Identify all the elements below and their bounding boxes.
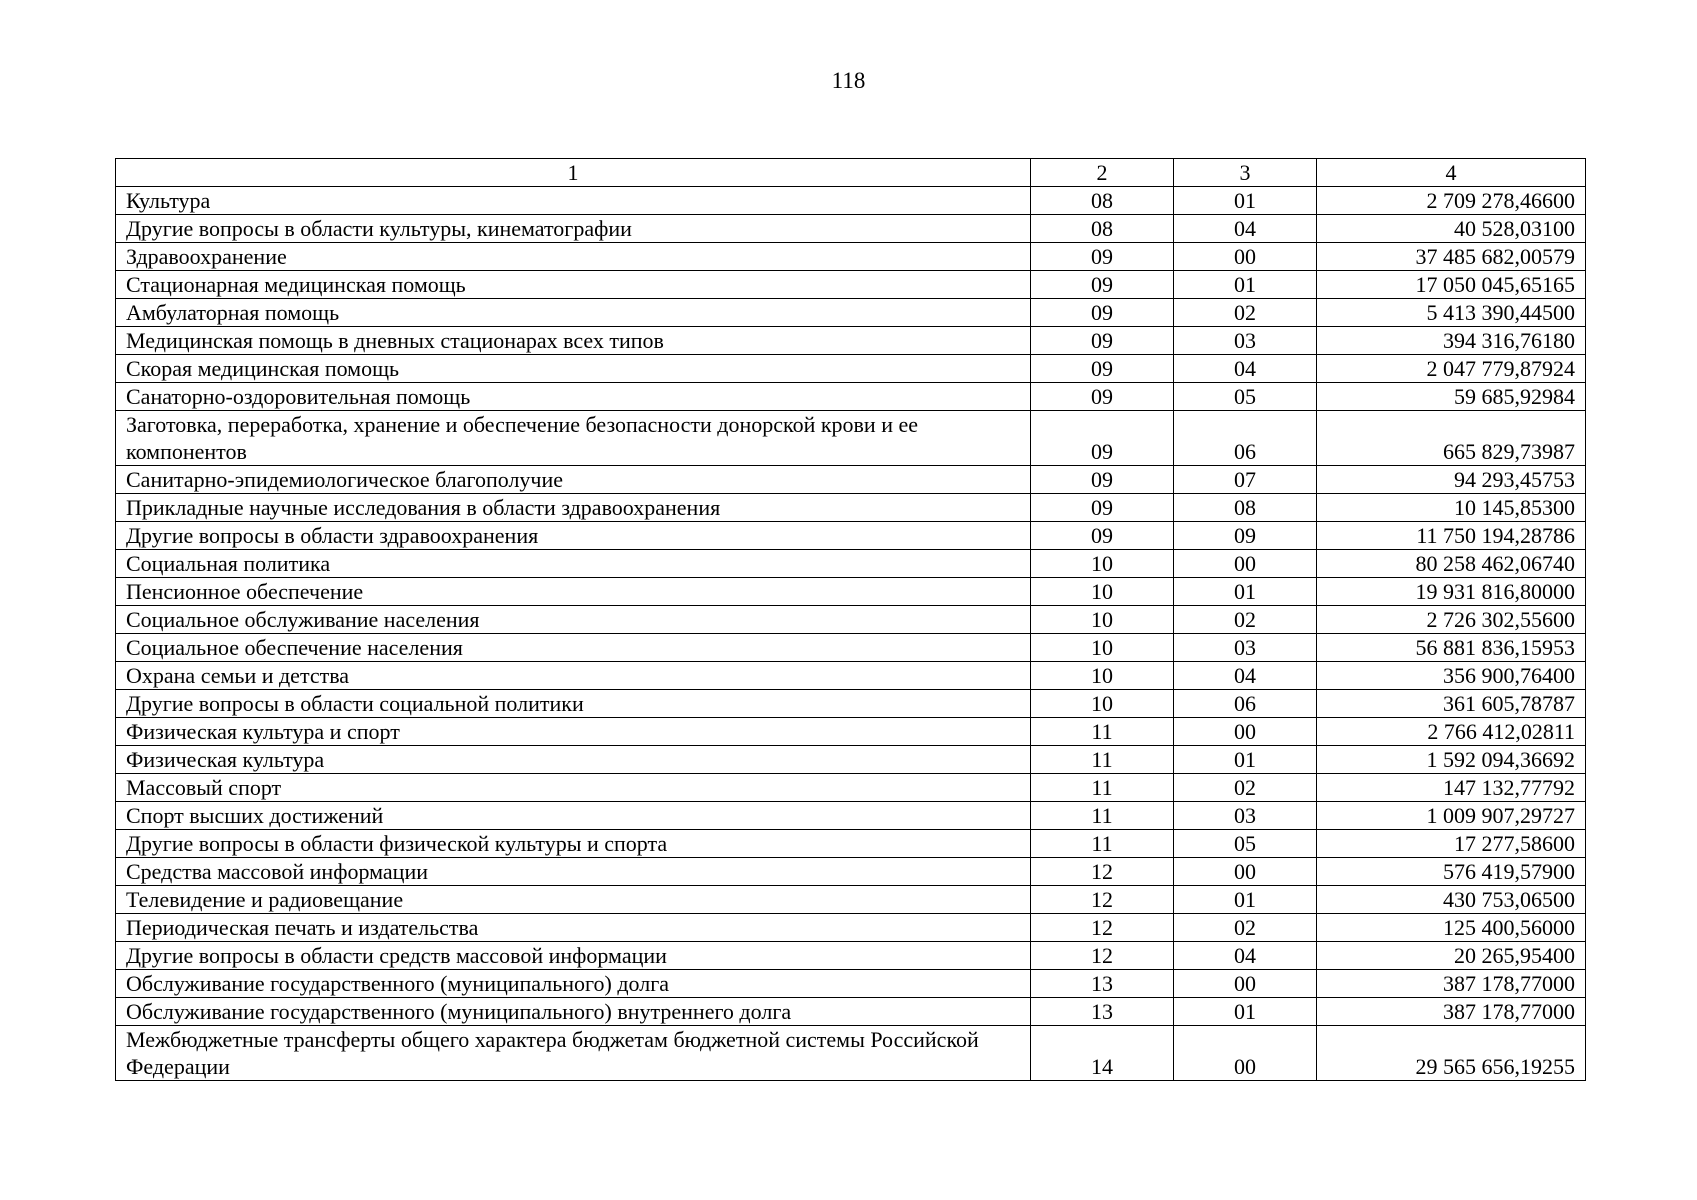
row-subsection-cell: 00 [1174,970,1317,998]
row-amount-cell: 356 900,76400 [1317,662,1586,690]
row-name-cell: Другие вопросы в области здравоохранения [116,522,1031,550]
row-name-cell: Физическая культура [116,746,1031,774]
row-name-cell: Охрана семьи и детства [116,662,1031,690]
row-amount-cell: 430 753,06500 [1317,886,1586,914]
row-amount-cell: 1 009 907,29727 [1317,802,1586,830]
table-row [116,187,1586,215]
row-subsection-cell: 03 [1174,802,1317,830]
table-row [116,299,1586,327]
row-section-cell: 09 [1031,271,1174,299]
row-name-cell: Прикладные научные исследования в области здравоохранения [116,494,1031,522]
table-row [116,858,1586,886]
budget-table [115,158,1586,1081]
row-subsection-cell: 01 [1174,271,1317,299]
row-section-cell: 09 [1031,522,1174,550]
row-amount-cell: 361 605,78787 [1317,690,1586,718]
row-section-cell: 10 [1031,550,1174,578]
table-body [116,187,1586,1081]
row-amount-cell: 2 709 278,46600 [1317,187,1586,215]
row-amount-cell: 11 750 194,28786 [1317,522,1586,550]
row-subsection-cell: 01 [1174,886,1317,914]
row-name-cell: Обслуживание государственного (муниципального) внутреннего долга [116,998,1031,1026]
table-row [116,243,1586,271]
table-row [116,606,1586,634]
row-section-cell: 10 [1031,634,1174,662]
row-subsection-cell: 02 [1174,606,1317,634]
row-name-cell: Стационарная медицинская помощь [116,271,1031,299]
row-amount-cell: 576 419,57900 [1317,858,1586,886]
table-row [116,1026,1586,1081]
row-amount-cell: 394 316,76180 [1317,327,1586,355]
row-amount-cell: 10 145,85300 [1317,494,1586,522]
table-header-row [116,159,1586,187]
row-subsection-cell: 01 [1174,578,1317,606]
row-name-cell: Скорая медицинская помощь [116,355,1031,383]
row-name-cell: Здравоохранение [116,243,1031,271]
table-row [116,466,1586,494]
row-subsection-cell: 05 [1174,383,1317,411]
table-row [116,914,1586,942]
row-section-cell: 09 [1031,243,1174,271]
row-section-cell: 12 [1031,886,1174,914]
row-subsection-cell: 00 [1174,1026,1317,1081]
table-row [116,327,1586,355]
row-amount-cell: 29 565 656,19255 [1317,1026,1586,1081]
row-amount-cell: 387 178,77000 [1317,970,1586,998]
row-name-cell: Спорт высших достижений [116,802,1031,830]
row-section-cell: 14 [1031,1026,1174,1081]
table-row [116,942,1586,970]
row-section-cell: 09 [1031,299,1174,327]
row-name-cell: Межбюджетные трансферты общего характера бюджетам бюджетной системы Российской Федерации [116,1026,1031,1081]
row-subsection-cell: 06 [1174,690,1317,718]
row-subsection-cell: 00 [1174,858,1317,886]
table-row [116,830,1586,858]
row-amount-cell: 56 881 836,15953 [1317,634,1586,662]
table-row [116,998,1586,1026]
table-row [116,774,1586,802]
row-amount-cell: 2 726 302,55600 [1317,606,1586,634]
row-amount-cell: 17 050 045,65165 [1317,271,1586,299]
row-name-cell: Телевидение и радиовещание [116,886,1031,914]
row-subsection-cell: 01 [1174,746,1317,774]
row-subsection-cell: 08 [1174,494,1317,522]
row-section-cell: 11 [1031,802,1174,830]
row-subsection-cell: 06 [1174,411,1317,466]
row-section-cell: 10 [1031,606,1174,634]
row-amount-cell: 665 829,73987 [1317,411,1586,466]
column-header-1: 1 [116,159,1031,187]
row-subsection-cell: 05 [1174,830,1317,858]
row-section-cell: 12 [1031,942,1174,970]
row-name-cell: Массовый спорт [116,774,1031,802]
row-subsection-cell: 01 [1174,187,1317,215]
row-amount-cell: 125 400,56000 [1317,914,1586,942]
table-row [116,271,1586,299]
row-amount-cell: 387 178,77000 [1317,998,1586,1026]
row-amount-cell: 1 592 094,36692 [1317,746,1586,774]
row-amount-cell: 20 265,95400 [1317,942,1586,970]
row-name-cell: Физическая культура и спорт [116,718,1031,746]
table-row [116,746,1586,774]
row-name-cell: Периодическая печать и издательства [116,914,1031,942]
row-subsection-cell: 03 [1174,634,1317,662]
row-subsection-cell: 00 [1174,718,1317,746]
row-amount-cell: 5 413 390,44500 [1317,299,1586,327]
row-subsection-cell: 04 [1174,355,1317,383]
table-row [116,970,1586,998]
table-row [116,550,1586,578]
table-row [116,522,1586,550]
row-subsection-cell: 04 [1174,215,1317,243]
row-subsection-cell: 04 [1174,942,1317,970]
table-row [116,494,1586,522]
row-section-cell: 08 [1031,187,1174,215]
row-amount-cell: 59 685,92984 [1317,383,1586,411]
table-row [116,634,1586,662]
row-name-cell: Другие вопросы в области средств массовой информации [116,942,1031,970]
table-row [116,802,1586,830]
row-amount-cell: 40 528,03100 [1317,215,1586,243]
row-amount-cell: 2 047 779,87924 [1317,355,1586,383]
row-name-cell: Социальное обеспечение населения [116,634,1031,662]
table-row [116,886,1586,914]
row-section-cell: 10 [1031,662,1174,690]
row-section-cell: 09 [1031,355,1174,383]
table-row [116,383,1586,411]
table-row [116,411,1586,466]
row-section-cell: 11 [1031,830,1174,858]
table-row [116,578,1586,606]
row-section-cell: 10 [1031,578,1174,606]
row-subsection-cell: 07 [1174,466,1317,494]
page-number: 118 [831,68,866,93]
row-name-cell: Амбулаторная помощь [116,299,1031,327]
row-amount-cell: 147 132,77792 [1317,774,1586,802]
column-header-3: 3 [1174,159,1317,187]
row-name-cell: Средства массовой информации [116,858,1031,886]
row-name-cell: Медицинская помощь в дневных стационарах всех типов [116,327,1031,355]
row-subsection-cell: 03 [1174,327,1317,355]
row-name-cell: Заготовка, переработка, хранение и обеспечение безопасности донорской крови и ее компонентов [116,411,1031,466]
column-header-2: 2 [1031,159,1174,187]
row-section-cell: 12 [1031,858,1174,886]
row-section-cell: 11 [1031,746,1174,774]
row-name-cell: Социальная политика [116,550,1031,578]
row-subsection-cell: 02 [1174,774,1317,802]
row-subsection-cell: 00 [1174,243,1317,271]
row-subsection-cell: 01 [1174,998,1317,1026]
table-row [116,355,1586,383]
table-row [116,215,1586,243]
row-section-cell: 09 [1031,494,1174,522]
row-section-cell: 09 [1031,466,1174,494]
row-amount-cell: 94 293,45753 [1317,466,1586,494]
column-header-4: 4 [1317,159,1586,187]
table-row [116,690,1586,718]
row-section-cell: 13 [1031,998,1174,1026]
row-name-cell: Культура [116,187,1031,215]
row-section-cell: 13 [1031,970,1174,998]
row-subsection-cell: 00 [1174,550,1317,578]
row-name-cell: Другие вопросы в области культуры, кинематографии [116,215,1031,243]
row-name-cell: Другие вопросы в области социальной политики [116,690,1031,718]
row-subsection-cell: 02 [1174,299,1317,327]
row-section-cell: 10 [1031,690,1174,718]
row-name-cell: Социальное обслуживание населения [116,606,1031,634]
row-amount-cell: 19 931 816,80000 [1317,578,1586,606]
row-section-cell: 11 [1031,774,1174,802]
row-amount-cell: 17 277,58600 [1317,830,1586,858]
row-name-cell: Санитарно-эпидемиологическое благополучие [116,466,1031,494]
row-name-cell: Другие вопросы в области физической культуры и спорта [116,830,1031,858]
row-amount-cell: 80 258 462,06740 [1317,550,1586,578]
row-amount-cell: 37 485 682,00579 [1317,243,1586,271]
row-name-cell: Пенсионное обеспечение [116,578,1031,606]
table-row [116,718,1586,746]
row-section-cell: 12 [1031,914,1174,942]
row-name-cell: Санаторно-оздоровительная помощь [116,383,1031,411]
row-section-cell: 09 [1031,411,1174,466]
table-row [116,662,1586,690]
row-subsection-cell: 02 [1174,914,1317,942]
row-subsection-cell: 04 [1174,662,1317,690]
row-amount-cell: 2 766 412,02811 [1317,718,1586,746]
row-section-cell: 09 [1031,383,1174,411]
row-name-cell: Обслуживание государственного (муниципального) долга [116,970,1031,998]
row-section-cell: 09 [1031,327,1174,355]
row-section-cell: 11 [1031,718,1174,746]
row-subsection-cell: 09 [1174,522,1317,550]
row-section-cell: 08 [1031,215,1174,243]
